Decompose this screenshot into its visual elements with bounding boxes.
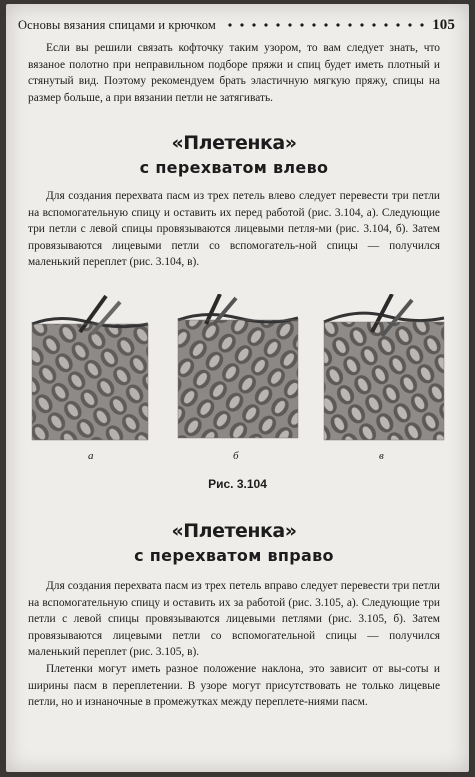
section2-paragraph-2: Плетенки могут иметь разное положение наклона, это зависит от вы-соты и ширины пасм в переплетении. В узоре могут присутствовать не только лицевые петли, но и изнаночные в промежутках между переплете-ниями пасм. — [28, 662, 440, 709]
section1-body — [28, 188, 440, 271]
book-page — [6, 4, 469, 772]
dot-leader — [224, 23, 424, 27]
section2-paragraph-1: Для создания перехвата пасм из трех петель вправо следует перевести три петли на вспомогательную спицу и оставить их за работой (рис. 3.105, а). Следующие три петли с левой спицы провязываются лицевыми петлями (рис. 3.105, б). Затем провязываются лицевыми петли со вспомогательной спицы — получился маленький переплет (рис. 3.105, в). — [28, 580, 440, 659]
section2-subtitle: с перехватом вправо — [134, 546, 334, 565]
section1-heading — [28, 132, 440, 178]
intro-paragraph — [28, 40, 440, 106]
figure-caption: Рис. 3.104 — [208, 477, 267, 491]
swatch-c-image — [322, 294, 446, 444]
running-title: Основы вязания спицами и крючком — [18, 17, 216, 32]
swatch-b-image — [176, 294, 300, 444]
figure-label-c: в — [379, 450, 384, 462]
page-number: 105 — [432, 16, 455, 33]
section2-title: «Плетенка» — [171, 520, 297, 542]
figure-label-b: б — [233, 450, 239, 462]
section1-subtitle: с перехватом влево — [139, 158, 329, 177]
section2-body — [28, 578, 440, 711]
section1-title: «Плетенка» — [171, 132, 297, 154]
swatch-a-image — [28, 294, 152, 444]
section2-heading — [28, 520, 440, 566]
section1-paragraph: Для создания перехвата пасм из трех петель влево следует перевести три петли на вспомогательную спицу и оставить их перед работой (рис. 3.104, а). Следующие три петли с левой спицы провязываются лицевыми петля-ми (рис. 3.104, б). Затем провязываются лицевыми петли со вспомогатель-ной спицы — получился маленький переплет (рис. 3.104, в). — [28, 190, 440, 269]
figure-label-a: а — [88, 450, 94, 462]
running-header — [18, 14, 455, 36]
intro-text: Если вы решили связать кофточку таким узором, то вам следует знать, что вязаное полотно при неправильном подборе пряжи и спиц будет иметь плотный и стянутый вид. Поэтому рекомендуем брать эластичную мягкую пряжу, спицы на размер больше, а при вязании петли не затягивать. — [28, 42, 440, 104]
